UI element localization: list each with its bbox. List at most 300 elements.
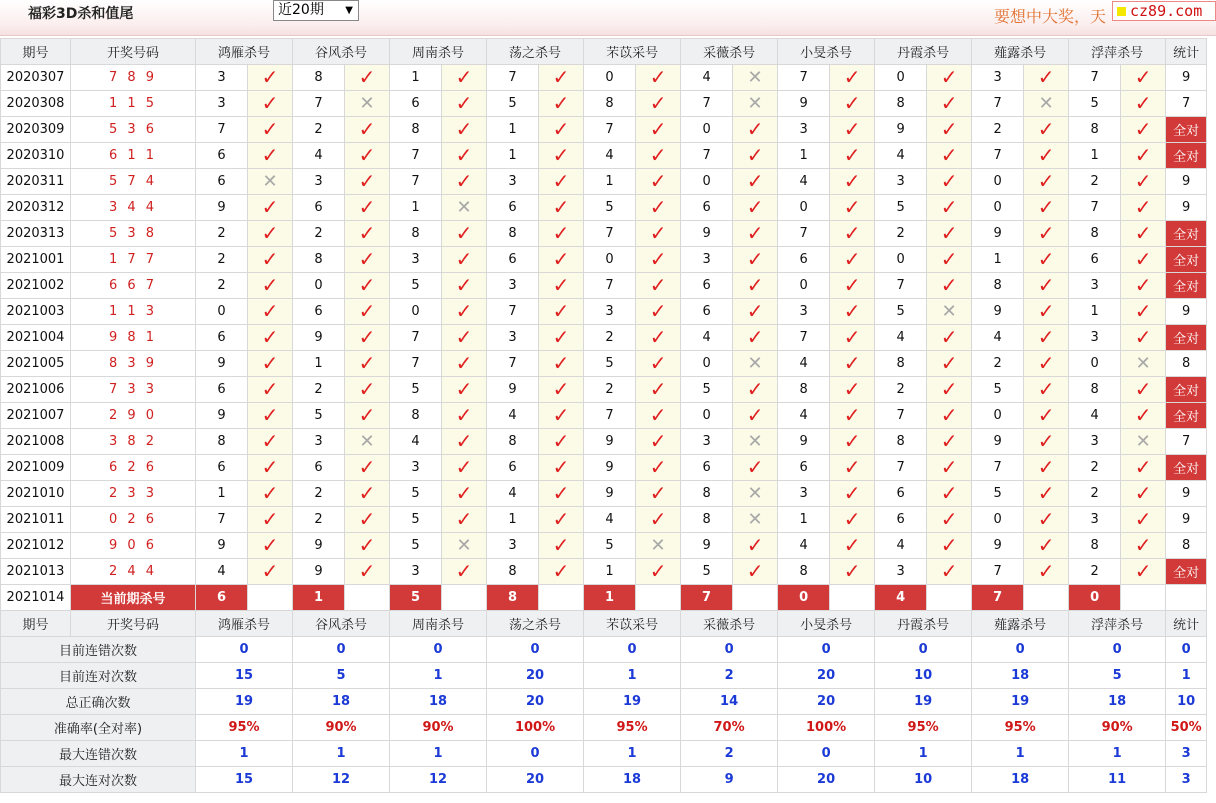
kill-number: 5 — [972, 377, 1024, 403]
kill-number: 7 — [972, 455, 1024, 481]
result-cell — [539, 195, 584, 221]
summary-value: 1 — [196, 741, 293, 767]
checkmark-icon: ✓ — [552, 481, 570, 505]
result-cell — [248, 143, 293, 169]
kill-number: 1 — [778, 143, 830, 169]
checkmark-icon: ✓ — [358, 533, 376, 557]
result-cell — [345, 533, 390, 559]
kill-number: 7 — [584, 403, 636, 429]
cross-icon: ✕ — [359, 92, 375, 114]
kill-number: 1 — [972, 247, 1024, 273]
result-cell — [733, 377, 778, 403]
kill-number: 9 — [293, 533, 345, 559]
result-cell — [733, 65, 778, 91]
result-cell — [733, 455, 778, 481]
summary-value: 0 — [972, 637, 1069, 663]
checkmark-icon: ✓ — [552, 273, 570, 297]
summary-value: 0 — [778, 637, 875, 663]
kill-number: 6 — [875, 481, 927, 507]
kill-number: 9 — [778, 91, 830, 117]
result-cell — [830, 247, 875, 273]
result-cell — [927, 65, 972, 91]
cross-icon: ✕ — [262, 170, 278, 192]
kill-number: 1 — [487, 117, 539, 143]
checkmark-icon: ✓ — [843, 65, 861, 89]
kill-number: 8 — [778, 559, 830, 585]
checkmark-icon: ✓ — [940, 351, 958, 375]
checkmark-icon: ✓ — [649, 507, 667, 531]
table-row — [1, 247, 1207, 273]
checkmark-icon: ✓ — [1037, 533, 1055, 557]
checkmark-icon: ✓ — [940, 377, 958, 401]
table-header-row — [1, 39, 1207, 65]
row-stat: 全对 — [1166, 559, 1207, 585]
kill-number: 9 — [487, 377, 539, 403]
summary-value: 20 — [487, 663, 584, 689]
checkmark-icon: ✓ — [843, 195, 861, 219]
kill-number: 4 — [875, 325, 927, 351]
result-cell — [539, 403, 584, 429]
result-cell — [733, 351, 778, 377]
kill-number: 7 — [875, 273, 927, 299]
cross-icon: ✕ — [747, 482, 763, 504]
kill-number: 6 — [196, 325, 248, 351]
checkmark-icon: ✓ — [1134, 91, 1152, 115]
result-cell — [248, 299, 293, 325]
draw-numbers: 5 3 8 — [71, 221, 196, 247]
summary-value: 18 — [972, 767, 1069, 793]
result-cell — [345, 273, 390, 299]
checkmark-icon: ✓ — [358, 559, 376, 583]
kill-number: 4 — [196, 559, 248, 585]
result-cell — [830, 195, 875, 221]
kill-number: 5 — [293, 403, 345, 429]
draw-numbers: 6 6 7 — [71, 273, 196, 299]
checkmark-icon: ✓ — [940, 91, 958, 115]
checkmark-icon: ✓ — [940, 429, 958, 453]
checkmark-icon: ✓ — [455, 481, 473, 505]
checkmark-icon: ✓ — [358, 351, 376, 375]
page-title: 福彩3D杀和值尾 — [28, 6, 134, 22]
draw-numbers: 6 1 1 — [71, 143, 196, 169]
summary-row — [1, 741, 1207, 767]
result-cell — [442, 455, 487, 481]
kill-number: 8 — [875, 351, 927, 377]
kill-number: 0 — [972, 507, 1024, 533]
current-kill-number: 1 — [293, 585, 345, 611]
summary-value: 15 — [196, 663, 293, 689]
current-issue-number: 2021014 — [1, 585, 71, 611]
kill-number: 6 — [196, 377, 248, 403]
summary-value: 0 — [293, 637, 390, 663]
summary-stat: 3 — [1166, 767, 1207, 793]
row-stat: 全对 — [1166, 403, 1207, 429]
kill-number: 1 — [293, 351, 345, 377]
col-header-expert: 浮萍杀号 — [1069, 39, 1166, 65]
checkmark-icon: ✓ — [552, 429, 570, 453]
kill-number: 0 — [293, 273, 345, 299]
result-cell — [442, 247, 487, 273]
summary-stat: 0 — [1166, 637, 1207, 663]
kill-number: 8 — [681, 507, 733, 533]
result-cell — [345, 429, 390, 455]
result-cell — [1024, 299, 1069, 325]
kill-number: 9 — [875, 117, 927, 143]
kill-number: 7 — [390, 351, 442, 377]
kill-number: 7 — [681, 143, 733, 169]
checkmark-icon: ✓ — [746, 403, 764, 427]
summary-row — [1, 767, 1207, 793]
kill-number: 2 — [1069, 481, 1121, 507]
current-kill-number: 7 — [972, 585, 1024, 611]
checkmark-icon: ✓ — [1134, 247, 1152, 271]
result-cell — [927, 455, 972, 481]
checkmark-icon: ✓ — [261, 533, 279, 557]
kill-number: 6 — [1069, 247, 1121, 273]
checkmark-icon: ✓ — [1037, 429, 1055, 453]
result-cell — [539, 325, 584, 351]
kill-number: 6 — [487, 195, 539, 221]
checkmark-icon: ✓ — [455, 221, 473, 245]
checkmark-icon: ✓ — [746, 273, 764, 297]
current-kill-number: 5 — [390, 585, 442, 611]
issue-number: 2021005 — [1, 351, 71, 377]
table-row — [1, 559, 1207, 585]
row-stat: 8 — [1166, 533, 1207, 559]
result-cell — [830, 429, 875, 455]
result-cell — [927, 481, 972, 507]
kill-number: 4 — [390, 429, 442, 455]
checkmark-icon: ✓ — [552, 247, 570, 271]
checkmark-icon: ✓ — [1134, 455, 1152, 479]
result-cell — [830, 65, 875, 91]
result-cell — [733, 325, 778, 351]
result-cell — [1121, 325, 1166, 351]
checkmark-icon: ✓ — [455, 143, 473, 167]
kill-number: 2 — [293, 221, 345, 247]
checkmark-icon: ✓ — [940, 507, 958, 531]
result-cell — [345, 247, 390, 273]
cross-icon: ✕ — [1038, 92, 1054, 114]
result-cell — [248, 559, 293, 585]
result-cell — [539, 273, 584, 299]
row-stat: 全对 — [1166, 455, 1207, 481]
kill-number: 5 — [584, 195, 636, 221]
checkmark-icon: ✓ — [1037, 169, 1055, 193]
row-stat: 9 — [1166, 481, 1207, 507]
kill-number: 1 — [487, 143, 539, 169]
result-cell — [636, 117, 681, 143]
result-cell — [927, 351, 972, 377]
result-cell — [830, 91, 875, 117]
summary-value: 12 — [390, 767, 487, 793]
result-cell — [1121, 507, 1166, 533]
kill-number: 9 — [681, 533, 733, 559]
result-cell — [1024, 455, 1069, 481]
col-header-expert: 采薇杀号 — [681, 39, 778, 65]
current-issue-row — [1, 585, 1207, 611]
kill-number: 1 — [1069, 143, 1121, 169]
checkmark-icon: ✓ — [261, 351, 279, 375]
result-cell — [1121, 429, 1166, 455]
kill-number: 6 — [681, 299, 733, 325]
kill-number: 3 — [681, 247, 733, 273]
period-select[interactable] — [273, 0, 359, 21]
checkmark-icon: ✓ — [1134, 507, 1152, 531]
result-cell — [1121, 455, 1166, 481]
result-cell — [927, 169, 972, 195]
result-cell — [248, 221, 293, 247]
checkmark-icon: ✓ — [261, 273, 279, 297]
result-cell — [539, 455, 584, 481]
result-cell — [442, 221, 487, 247]
checkmark-icon: ✓ — [455, 559, 473, 583]
kill-number: 0 — [875, 247, 927, 273]
result-cell — [1024, 117, 1069, 143]
checkmark-icon: ✓ — [552, 507, 570, 531]
kill-number: 3 — [584, 299, 636, 325]
result-cell — [1121, 91, 1166, 117]
checkmark-icon: ✓ — [1037, 377, 1055, 401]
result-cell — [1121, 299, 1166, 325]
col-header-expert: 丹霞杀号 — [875, 39, 972, 65]
checkmark-icon: ✓ — [843, 247, 861, 271]
result-cell — [539, 377, 584, 403]
col-header-expert: 薤露杀号 — [972, 611, 1069, 637]
current-empty-cell — [733, 585, 778, 611]
result-cell — [830, 299, 875, 325]
summary-value: 5 — [1069, 663, 1166, 689]
checkmark-icon: ✓ — [649, 299, 667, 323]
result-cell — [1024, 403, 1069, 429]
kill-number: 7 — [681, 91, 733, 117]
kill-number: 9 — [972, 533, 1024, 559]
result-cell — [830, 507, 875, 533]
summary-value: 18 — [390, 689, 487, 715]
checkmark-icon: ✓ — [261, 403, 279, 427]
summary-value: 0 — [875, 637, 972, 663]
summary-value: 0 — [390, 637, 487, 663]
result-cell — [1024, 481, 1069, 507]
checkmark-icon: ✓ — [261, 65, 279, 89]
kill-number: 4 — [1069, 403, 1121, 429]
summary-value: 90% — [390, 715, 487, 741]
kill-number: 0 — [390, 299, 442, 325]
result-cell — [636, 143, 681, 169]
result-cell — [442, 351, 487, 377]
kill-number: 4 — [487, 481, 539, 507]
summary-label: 目前连对次数 — [1, 663, 196, 689]
draw-numbers: 1 1 3 — [71, 299, 196, 325]
result-cell — [539, 65, 584, 91]
kill-number: 7 — [778, 325, 830, 351]
issue-number: 2020313 — [1, 221, 71, 247]
checkmark-icon: ✓ — [261, 143, 279, 167]
row-stat: 7 — [1166, 429, 1207, 455]
checkmark-icon: ✓ — [843, 273, 861, 297]
kill-number: 6 — [293, 299, 345, 325]
result-cell — [733, 273, 778, 299]
result-cell — [733, 507, 778, 533]
period-select-value: 近20期 — [278, 2, 324, 18]
result-cell — [830, 117, 875, 143]
draw-numbers: 0 2 6 — [71, 507, 196, 533]
result-cell — [636, 169, 681, 195]
kill-number: 8 — [1069, 377, 1121, 403]
result-cell — [248, 91, 293, 117]
checkmark-icon: ✓ — [649, 351, 667, 375]
draw-numbers: 3 4 4 — [71, 195, 196, 221]
result-cell — [733, 195, 778, 221]
kill-number: 3 — [487, 325, 539, 351]
checkmark-icon: ✓ — [552, 455, 570, 479]
kill-number: 8 — [584, 91, 636, 117]
draw-numbers: 3 8 2 — [71, 429, 196, 455]
result-cell — [1024, 91, 1069, 117]
issue-number: 2021003 — [1, 299, 71, 325]
checkmark-icon: ✓ — [843, 455, 861, 479]
result-cell — [442, 143, 487, 169]
checkmark-icon: ✓ — [455, 455, 473, 479]
kill-number: 3 — [1069, 507, 1121, 533]
checkmark-icon: ✓ — [358, 117, 376, 141]
result-cell — [636, 481, 681, 507]
draw-numbers: 1 1 5 — [71, 91, 196, 117]
kill-number: 6 — [390, 91, 442, 117]
kill-number: 8 — [875, 91, 927, 117]
col-header-expert: 薤露杀号 — [972, 39, 1069, 65]
kill-number: 6 — [196, 169, 248, 195]
col-header-expert: 小旻杀号 — [778, 611, 875, 637]
result-cell — [927, 143, 972, 169]
cross-icon: ✕ — [359, 430, 375, 452]
kill-number: 0 — [972, 195, 1024, 221]
kill-number: 2 — [196, 221, 248, 247]
row-stat: 全对 — [1166, 377, 1207, 403]
table-row — [1, 117, 1207, 143]
draw-numbers: 2 3 3 — [71, 481, 196, 507]
checkmark-icon: ✓ — [1134, 143, 1152, 167]
issue-number: 2021001 — [1, 247, 71, 273]
table-row — [1, 299, 1207, 325]
draw-numbers: 8 3 9 — [71, 351, 196, 377]
result-cell — [1121, 195, 1166, 221]
kill-number: 7 — [584, 221, 636, 247]
result-cell — [345, 351, 390, 377]
checkmark-icon: ✓ — [940, 481, 958, 505]
kill-number: 7 — [196, 507, 248, 533]
checkmark-icon: ✓ — [261, 455, 279, 479]
result-cell — [636, 429, 681, 455]
checkmark-icon: ✓ — [746, 117, 764, 141]
cross-icon: ✕ — [1135, 430, 1151, 452]
kill-number: 5 — [390, 507, 442, 533]
summary-value: 95% — [196, 715, 293, 741]
kill-number: 0 — [1069, 351, 1121, 377]
site-logo[interactable] — [1112, 1, 1216, 21]
result-cell — [636, 559, 681, 585]
kill-number: 0 — [584, 65, 636, 91]
result-cell — [927, 91, 972, 117]
summary-value: 100% — [778, 715, 875, 741]
kill-number: 3 — [778, 299, 830, 325]
table-row — [1, 195, 1207, 221]
kill-number: 7 — [972, 559, 1024, 585]
result-cell — [636, 377, 681, 403]
table-row — [1, 507, 1207, 533]
result-cell — [636, 455, 681, 481]
result-cell — [830, 559, 875, 585]
result-cell — [927, 403, 972, 429]
checkmark-icon: ✓ — [1037, 65, 1055, 89]
checkmark-icon: ✓ — [358, 299, 376, 323]
cross-icon: ✕ — [747, 430, 763, 452]
result-cell — [442, 65, 487, 91]
issue-number: 2021010 — [1, 481, 71, 507]
result-cell — [927, 559, 972, 585]
kill-number: 0 — [778, 273, 830, 299]
chevron-down-icon: ▼ — [345, 5, 353, 16]
issue-number: 2021004 — [1, 325, 71, 351]
result-cell — [636, 91, 681, 117]
result-cell — [539, 351, 584, 377]
result-cell — [1121, 351, 1166, 377]
summary-row — [1, 637, 1207, 663]
result-cell — [539, 117, 584, 143]
summary-header-row — [1, 611, 1207, 637]
result-cell — [1024, 507, 1069, 533]
result-cell — [927, 325, 972, 351]
kill-number: 7 — [778, 65, 830, 91]
checkmark-icon: ✓ — [940, 273, 958, 297]
kill-number: 8 — [487, 559, 539, 585]
checkmark-icon: ✓ — [552, 325, 570, 349]
checkmark-icon: ✓ — [455, 429, 473, 453]
kill-number: 5 — [1069, 91, 1121, 117]
summary-value: 15 — [196, 767, 293, 793]
checkmark-icon: ✓ — [649, 273, 667, 297]
checkmark-icon: ✓ — [843, 377, 861, 401]
result-cell — [539, 533, 584, 559]
cross-icon: ✕ — [456, 196, 472, 218]
checkmark-icon: ✓ — [455, 403, 473, 427]
kill-number: 4 — [875, 533, 927, 559]
summary-label: 总正确次数 — [1, 689, 196, 715]
checkmark-icon: ✓ — [649, 221, 667, 245]
result-cell — [442, 507, 487, 533]
summary-value: 19 — [972, 689, 1069, 715]
result-cell — [539, 221, 584, 247]
summary-value: 90% — [293, 715, 390, 741]
summary-value: 20 — [487, 689, 584, 715]
draw-numbers: 7 3 3 — [71, 377, 196, 403]
current-empty-cell — [345, 585, 390, 611]
checkmark-icon: ✓ — [843, 533, 861, 557]
kill-number: 5 — [584, 351, 636, 377]
result-cell — [636, 351, 681, 377]
row-stat: 全对 — [1166, 221, 1207, 247]
kill-number: 5 — [875, 195, 927, 221]
result-cell — [248, 455, 293, 481]
result-cell — [539, 143, 584, 169]
result-cell — [927, 117, 972, 143]
cross-icon: ✕ — [747, 508, 763, 530]
result-cell — [830, 325, 875, 351]
current-kill-number: 4 — [875, 585, 927, 611]
current-empty-cell — [830, 585, 875, 611]
cross-icon: ✕ — [941, 300, 957, 322]
kill-number: 6 — [293, 455, 345, 481]
